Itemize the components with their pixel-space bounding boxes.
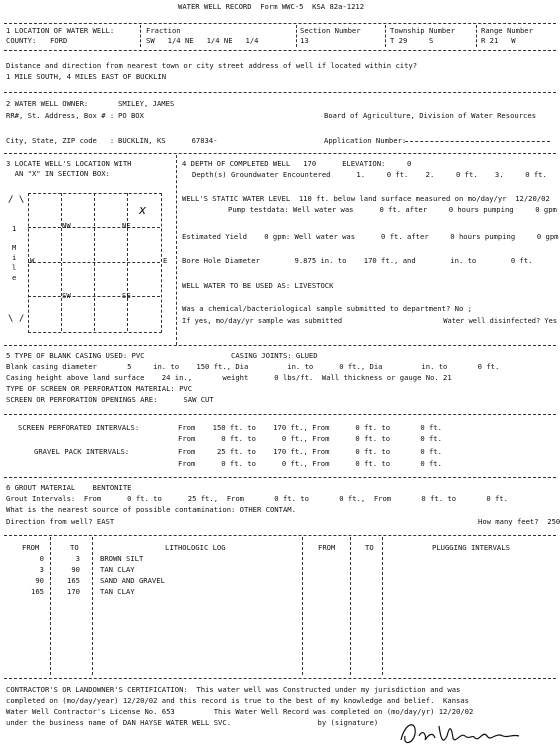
divider bbox=[4, 414, 556, 415]
estimated-yield: Estimated Yield 0 gpm: Well water was 0 ft. after 0 hours pumping 0 gpm bbox=[182, 232, 559, 241]
divider bbox=[4, 153, 556, 154]
divider bbox=[92, 537, 93, 675]
pump-data: Pump testdata: Well water was 0 ft. after 0 hours pumping 0 gpm bbox=[228, 205, 557, 214]
log-to: 170 bbox=[67, 587, 80, 596]
screen-interval-1: From 150 ft. to 170 ft., From 0 ft. to 0 ft. bbox=[178, 423, 442, 432]
log-desc: BROWN SILT bbox=[100, 554, 144, 563]
owner-label: 2 WATER WELL OWNER: bbox=[6, 99, 89, 108]
grid-line bbox=[28, 296, 160, 297]
gravel-intervals-label: GRAVEL PACK INTERVALS: bbox=[34, 447, 130, 456]
locate-title: 3 LOCATE WELL'S LOCATION WITH bbox=[6, 159, 132, 168]
location-label: 1 LOCATION OF WATER WELL: bbox=[6, 26, 115, 35]
sw-label: SW bbox=[62, 291, 71, 300]
ne-label: NE bbox=[122, 221, 131, 230]
mile-1: 1 bbox=[12, 224, 17, 233]
divider bbox=[302, 537, 303, 675]
divider bbox=[4, 92, 556, 93]
casing-diameter: Blank casing diameter 5 in. to 150 ft., Dia in. to 0 ft., Dia in. to 0 ft. bbox=[6, 362, 500, 371]
address-value: PO BOX bbox=[118, 111, 144, 120]
divider bbox=[4, 678, 556, 679]
divider bbox=[4, 50, 556, 51]
gravel-interval-2: From 0 ft. to 0 ft., From 0 ft. to 0 ft. bbox=[178, 459, 442, 468]
gravel-interval-1: From 25 ft. to 170 ft., From 0 ft. to 0 ft. bbox=[178, 447, 442, 456]
log-to: 165 bbox=[67, 576, 80, 585]
city-label: City, State, ZIP code : bbox=[6, 136, 115, 145]
grout-material: 6 GROUT MATERIAL BENTONITE bbox=[6, 483, 132, 492]
log-to: 3 bbox=[75, 554, 80, 563]
log-desc: TAN CLAY bbox=[100, 565, 135, 574]
divider bbox=[176, 155, 177, 345]
owner-name: SMILEY, JAMES bbox=[118, 99, 175, 108]
divider bbox=[350, 537, 351, 675]
township-value: T 29 S bbox=[390, 36, 434, 45]
casing-height: Casing height above land surface 24 in., weight 0 lbs/ft. Wall thickness or gauge No. 21 bbox=[6, 373, 452, 382]
log-from: 165 bbox=[31, 587, 44, 596]
cert-line-2: completed on (mo/day/year) 12/20/02 and this record is true to the best of my knowledge and belief. Kansas bbox=[6, 696, 470, 705]
direction: Direction from well? EAST bbox=[6, 517, 115, 526]
divider bbox=[4, 477, 556, 478]
col-to-2: TO bbox=[365, 543, 374, 552]
form-title: WATER WELL RECORD Form WWC-5 KSA 82a-1212 bbox=[178, 2, 365, 11]
address-label: RR#, St. Address, Box # : bbox=[6, 111, 115, 120]
divider bbox=[4, 345, 556, 346]
water-use: WELL WATER TO BE USED AS: LIVESTOCK bbox=[182, 281, 334, 290]
distance-label: Distance and direction from nearest town or city street address of well if located within city? bbox=[6, 61, 418, 70]
nw-label: NW bbox=[62, 221, 71, 230]
county-label: COUNTY: bbox=[6, 36, 37, 45]
divider bbox=[476, 25, 477, 47]
log-to: 90 bbox=[71, 565, 80, 574]
col-plugging: PLUGGING INTERVALS bbox=[432, 543, 510, 552]
arrow-nw-icon: / \ bbox=[8, 195, 25, 205]
mile-e: e bbox=[12, 273, 17, 282]
township-label: Township Number bbox=[390, 26, 455, 35]
col-from-2: FROM bbox=[318, 543, 336, 552]
static-level: WELL'S STATIC WATER LEVEL 110 ft. below land surface measured on mo/day/yr 12/20/02 bbox=[182, 194, 550, 203]
divider bbox=[140, 25, 141, 47]
log-desc: SAND AND GRAVEL bbox=[100, 576, 165, 585]
fraction-value: SW 1/4 NE 1/4 NE 1/4 bbox=[146, 36, 259, 45]
locate-title-2: AN "X" IN SECTION BOX: bbox=[6, 169, 110, 178]
agency: Board of Agriculture, Division of Water Resources bbox=[324, 111, 537, 120]
cert-line-1: CONTRACTOR'S OR LANDOWNER'S CERTIFICATION: This water well was Constructed under my jurisdiction and was bbox=[6, 685, 461, 694]
bore-diameter: Bore Hole Diameter 9.875 in. to 170 ft., and in. to 0 ft. bbox=[182, 256, 533, 265]
log-from: 90 bbox=[35, 576, 44, 585]
divider bbox=[50, 537, 51, 675]
divider bbox=[4, 535, 556, 536]
chem-sample: Was a chemical/bacteriological sample submitted to department? No ; bbox=[182, 304, 472, 313]
well-location-mark: x bbox=[139, 203, 147, 217]
grout-intervals: Grout Intervals: From 0 ft. to 25 ft., From 0 ft. to 0 ft., From 0 ft. to 0 ft. bbox=[6, 494, 508, 503]
section-label: Section Number bbox=[300, 26, 361, 35]
range-value: R 21 W bbox=[481, 36, 516, 45]
log-desc: TAN CLAY bbox=[100, 587, 135, 596]
range-label: Range Number bbox=[481, 26, 533, 35]
screen-interval-2: From 0 ft. to 0 ft., From 0 ft. to 0 ft. bbox=[178, 434, 442, 443]
divider bbox=[385, 25, 386, 47]
col-from: FROM bbox=[22, 543, 40, 552]
county-value: FORD bbox=[50, 36, 68, 45]
mile-l: l bbox=[12, 263, 17, 272]
application-label: Application Number: bbox=[324, 136, 407, 145]
application-line bbox=[405, 141, 550, 142]
se-label: SE bbox=[122, 291, 131, 300]
casing-type: 5 TYPE OF BLANK CASING USED: PVC CASING JOINTS: GLUED bbox=[6, 351, 318, 360]
screen-material: TYPE OF SCREEN OR PERFORATION MATERIAL: PVC bbox=[6, 384, 193, 393]
how-many-feet: How many feet? 250 bbox=[478, 517, 560, 526]
depth-line: 4 DEPTH OF COMPLETED WELL 170 ELEVATION: 0 bbox=[182, 159, 412, 168]
groundwater-line: Depth(s) Groundwater Encountered 1. 0 ft. 2. 0 ft. 3. 0 ft. bbox=[192, 170, 547, 179]
divider bbox=[382, 537, 383, 675]
cert-line-4: under the business name of DAN HAYSE WATER WELL SVC. by (signature) bbox=[6, 718, 379, 727]
contamination-source: What is the nearest source of possible contamination: OTHER CONTAM. bbox=[6, 505, 296, 514]
log-from: 3 bbox=[39, 565, 44, 574]
col-lithologic-log: LITHOLOGIC LOG bbox=[165, 543, 226, 552]
cert-line-3: Water Well Contractor's License No. 653 This Water Well Record was completed on (mo/day/yr) 12/20/02 bbox=[6, 707, 474, 716]
grid-line bbox=[28, 227, 160, 228]
divider bbox=[4, 23, 556, 24]
divider bbox=[296, 25, 297, 47]
signature bbox=[395, 714, 525, 750]
screen-openings: SCREEN OR PERFORATION OPENINGS ARE: SAW CUT bbox=[6, 395, 214, 404]
log-from: 0 bbox=[39, 554, 44, 563]
fraction-label: Fraction bbox=[146, 26, 181, 35]
w-label: W bbox=[30, 256, 35, 265]
city-value: BUCKLIN, KS 67834- bbox=[118, 136, 218, 145]
chem-sample-date: If yes, mo/day/yr sample was submitted Water well disinfected? Yes bbox=[182, 317, 558, 325]
arrow-sw-icon: \ / bbox=[8, 314, 25, 324]
section-value: 13 bbox=[300, 36, 309, 45]
col-to: TO bbox=[70, 543, 79, 552]
screen-intervals-label: SCREEN PERFORATED INTERVALS: bbox=[18, 423, 140, 432]
distance-value: 1 MILE SOUTH, 4 MILES EAST OF BUCKLIN bbox=[6, 72, 167, 81]
grid-line bbox=[28, 262, 160, 263]
mile-m: M bbox=[12, 243, 17, 252]
e-label: E bbox=[163, 256, 168, 265]
mile-i: i bbox=[12, 253, 17, 262]
